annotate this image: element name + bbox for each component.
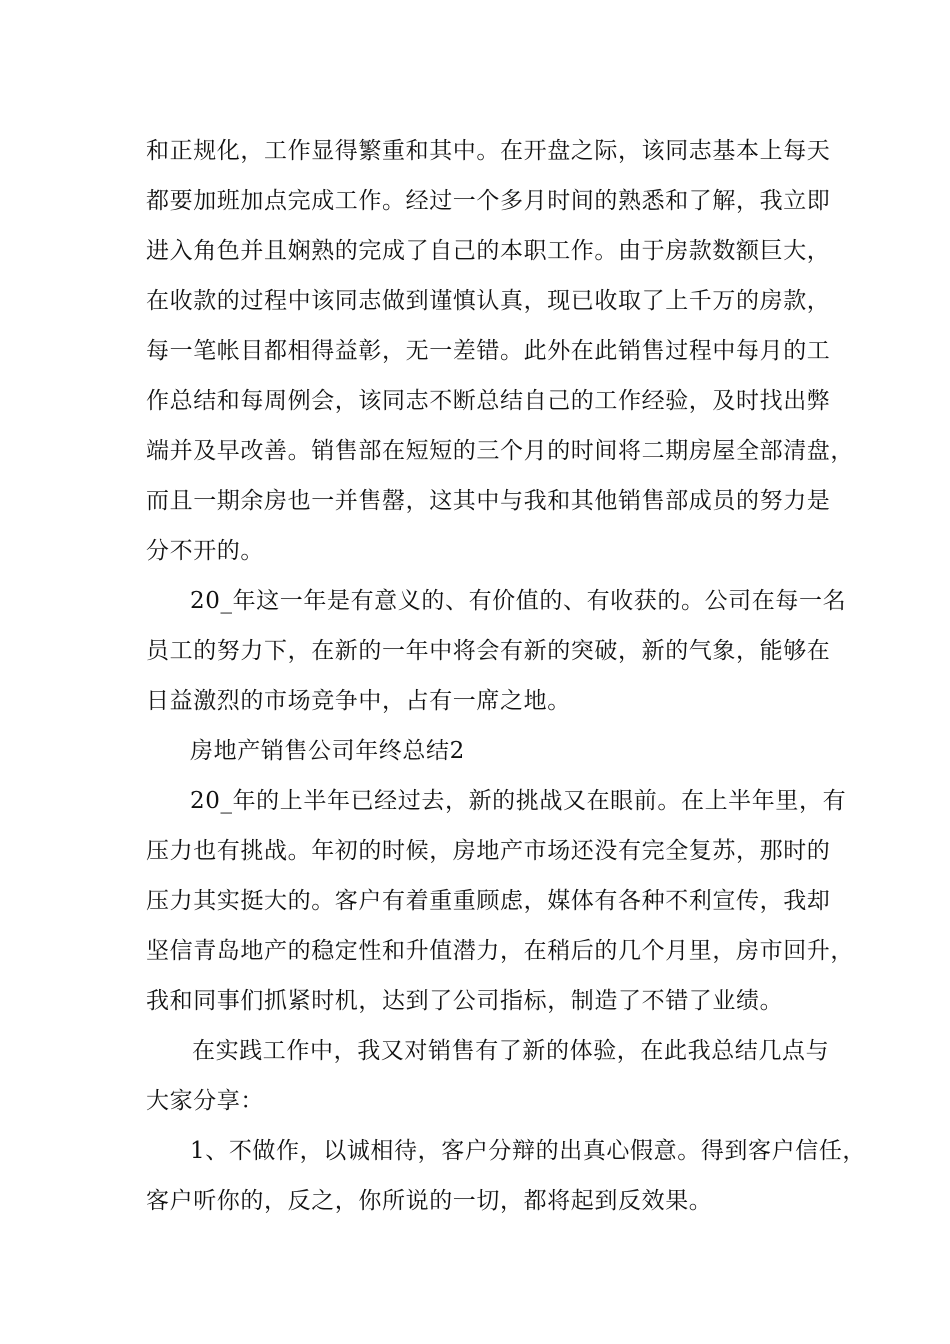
text-line: 进入角色并且娴熟的完成了自己的本职工作。由于房款数额巨大， <box>146 238 831 264</box>
text-line: 压力其实挺大的。客户有着重重顾虑，媒体有各种不利宣传，我却 <box>146 888 831 914</box>
text-line: 1、不做作，以诚相待，客户分辩的出真心假意。得到客户信任， <box>190 1138 867 1164</box>
text-line: 而且一期余房也一并售罄，这其中与我和其他销售部成员的努力是 <box>146 488 831 514</box>
text-line: 每一笔帐目都相得益彰，无一差错。此外在此销售过程中每月的工 <box>146 338 831 364</box>
text-line: 坚信青岛地产的稳定性和升值潜力，在稍后的几个月里，房市回升， <box>146 938 854 964</box>
section-heading: 房地产销售公司年终总结2 <box>190 738 465 764</box>
text-line: 在实践工作中，我又对销售有了新的体验，在此我总结几点与 <box>192 1038 830 1064</box>
text-line: 都要加班加点完成工作。经过一个多月时间的熟悉和了解，我立即 <box>146 188 831 214</box>
text-line: 20_年的上半年已经过去，新的挑战又在眼前。在上半年里，有 <box>190 788 847 814</box>
text-line: 客户听你的，反之，你所说的一切，都将起到反效果。 <box>146 1188 713 1214</box>
text-line: 员工的努力下，在新的一年中将会有新的突破，新的气象，能够在 <box>146 638 831 664</box>
text-line: 压力也有挑战。年初的时候，房地产市场还没有完全复苏，那时的 <box>146 838 831 864</box>
text-line: 在收款的过程中该同志做到谨慎认真，现已收取了上千万的房款， <box>146 288 831 314</box>
text-line: 20_年这一年是有意义的、有价值的、有收获的。公司在每一名 <box>190 588 847 614</box>
text-line: 端并及早改善。销售部在短短的三个月的时间将二期房屋全部清盘， <box>146 438 854 464</box>
text-line: 日益激烈的市场竞争中，占有一席之地。 <box>146 688 571 714</box>
text-line: 作总结和每周例会，该同志不断总结自己的工作经验，及时找出弊 <box>146 388 831 414</box>
text-line: 大家分享： <box>146 1088 264 1114</box>
text-line: 分不开的。 <box>146 538 264 564</box>
text-line: 和正规化，工作显得繁重和其中。在开盘之际，该同志基本上每天 <box>146 138 831 164</box>
text-line: 我和同事们抓紧时机，达到了公司指标，制造了不错了业绩。 <box>146 988 784 1014</box>
